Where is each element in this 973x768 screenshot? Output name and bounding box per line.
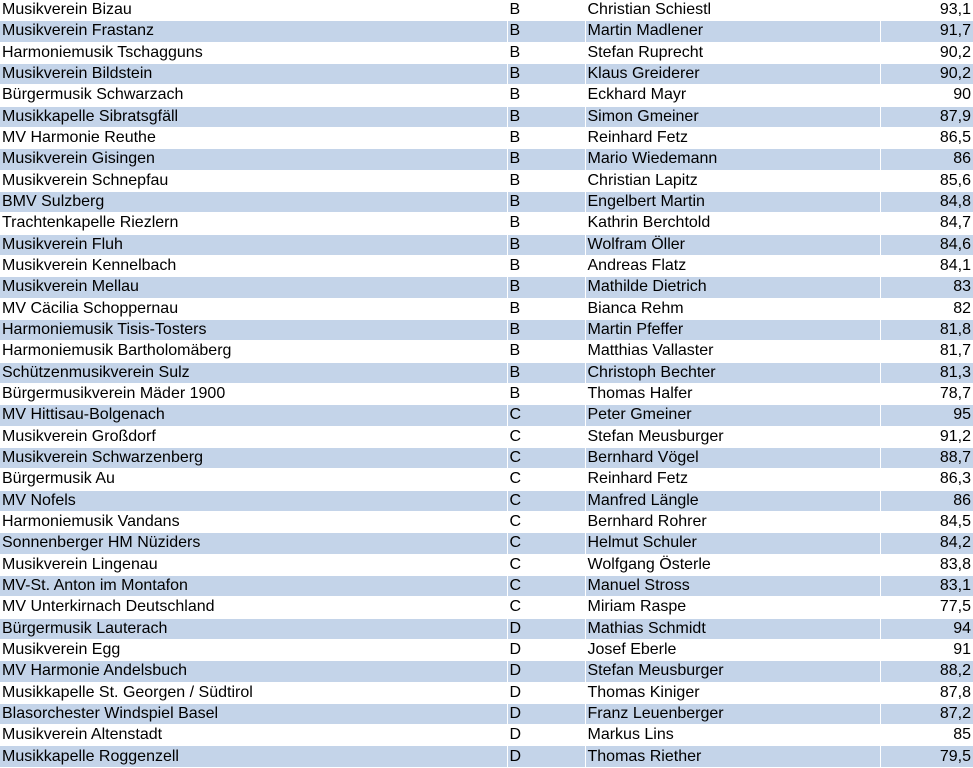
score-cell: 95 [880, 405, 973, 426]
conductor-cell: Peter Gmeiner [585, 405, 880, 426]
table-row [0, 298, 973, 319]
category-cell: B [507, 127, 585, 148]
score-cell: 90 [880, 85, 973, 106]
score-cell: 93,1 [880, 0, 973, 21]
conductor-cell: Martin Pfeffer [585, 319, 880, 340]
conductor-cell: Engelbert Martin [585, 191, 880, 212]
score-cell: 84,7 [880, 213, 973, 234]
table-row [0, 469, 973, 490]
conductor-cell: Wolfram Öller [585, 234, 880, 255]
band-name-cell: Trachtenkapelle Riezlern [0, 213, 507, 234]
band-name-cell: Sonnenberger HM Nüziders [0, 533, 507, 554]
score-cell: 84,5 [880, 511, 973, 532]
conductor-cell: Reinhard Fetz [585, 469, 880, 490]
score-cell: 91 [880, 639, 973, 660]
category-cell: B [507, 149, 585, 170]
category-cell: C [507, 554, 585, 575]
score-cell: 87,8 [880, 682, 973, 703]
band-name-cell: Musikkapelle Roggenzell [0, 746, 507, 767]
conductor-cell: Mario Wiedemann [585, 149, 880, 170]
table-row [0, 511, 973, 532]
table-row [0, 170, 973, 191]
category-cell: D [507, 661, 585, 682]
category-cell: C [507, 426, 585, 447]
score-cell: 87,2 [880, 703, 973, 724]
table-row [0, 362, 973, 383]
conductor-cell: Reinhard Fetz [585, 127, 880, 148]
table-row [0, 554, 973, 575]
band-name-cell: Blasorchester Windspiel Basel [0, 703, 507, 724]
score-cell: 84,8 [880, 191, 973, 212]
band-name-cell: Harmoniemusik Vandans [0, 511, 507, 532]
category-cell: D [507, 703, 585, 724]
score-cell: 90,2 [880, 63, 973, 84]
category-cell: C [507, 405, 585, 426]
conductor-cell: Bernhard Rohrer [585, 511, 880, 532]
band-name-cell: Bürgermusik Lauterach [0, 618, 507, 639]
category-cell: B [507, 277, 585, 298]
category-cell: B [507, 21, 585, 42]
score-cell: 81,8 [880, 319, 973, 340]
table-row [0, 383, 973, 404]
band-name-cell: Harmoniemusik Tisis-Tosters [0, 319, 507, 340]
conductor-cell: Stefan Meusburger [585, 426, 880, 447]
category-cell: D [507, 618, 585, 639]
band-name-cell: Harmoniemusik Bartholomäberg [0, 341, 507, 362]
table-row [0, 405, 973, 426]
category-cell: B [507, 383, 585, 404]
band-name-cell: Harmoniemusik Tschagguns [0, 42, 507, 63]
band-name-cell: Musikverein Mellau [0, 277, 507, 298]
category-cell: D [507, 746, 585, 767]
score-cell: 88,7 [880, 447, 973, 468]
conductor-cell: Bernhard Vögel [585, 447, 880, 468]
score-cell: 85,6 [880, 170, 973, 191]
table-row [0, 63, 973, 84]
conductor-cell: Christian Lapitz [585, 170, 880, 191]
category-cell: B [507, 341, 585, 362]
table-row [0, 42, 973, 63]
category-cell: B [507, 298, 585, 319]
category-cell: C [507, 575, 585, 596]
category-cell: C [507, 533, 585, 554]
band-name-cell: MV Nofels [0, 490, 507, 511]
table-row [0, 597, 973, 618]
category-cell: D [507, 639, 585, 660]
band-name-cell: MV-St. Anton im Montafon [0, 575, 507, 596]
conductor-cell: Thomas Halfer [585, 383, 880, 404]
conductor-cell: Wolfgang Österle [585, 554, 880, 575]
score-cell: 79,5 [880, 746, 973, 767]
conductor-cell: Stefan Meusburger [585, 661, 880, 682]
category-cell: D [507, 725, 585, 746]
table-row [0, 127, 973, 148]
category-cell: D [507, 682, 585, 703]
category-cell: B [507, 170, 585, 191]
score-cell: 78,7 [880, 383, 973, 404]
category-cell: B [507, 85, 585, 106]
score-cell: 84,6 [880, 234, 973, 255]
table-row [0, 682, 973, 703]
table-row [0, 277, 973, 298]
band-name-cell: Musikverein Lingenau [0, 554, 507, 575]
conductor-cell: Simon Gmeiner [585, 106, 880, 127]
category-cell: B [507, 319, 585, 340]
table-row [0, 575, 973, 596]
score-cell: 87,9 [880, 106, 973, 127]
conductor-cell: Martin Madlener [585, 21, 880, 42]
category-cell: B [507, 191, 585, 212]
band-name-cell: MV Unterkirnach Deutschland [0, 597, 507, 618]
category-cell: C [507, 490, 585, 511]
conductor-cell: Josef Eberle [585, 639, 880, 660]
score-cell: 84,2 [880, 533, 973, 554]
conductor-cell: Andreas Flatz [585, 255, 880, 276]
conductor-cell: Manuel Stross [585, 575, 880, 596]
conductor-cell: Eckhard Mayr [585, 85, 880, 106]
conductor-cell: Manfred Längle [585, 490, 880, 511]
table-row [0, 746, 973, 767]
band-name-cell: Musikverein Frastanz [0, 21, 507, 42]
conductor-cell: Markus Lins [585, 725, 880, 746]
table-row [0, 149, 973, 170]
conductor-cell: Christian Schiestl [585, 0, 880, 21]
band-name-cell: MV Hittisau-Bolgenach [0, 405, 507, 426]
band-name-cell: Bürgermusikverein Mäder 1900 [0, 383, 507, 404]
table-row [0, 213, 973, 234]
conductor-cell: Kathrin Berchtold [585, 213, 880, 234]
category-cell: C [507, 447, 585, 468]
score-cell: 90,2 [880, 42, 973, 63]
band-name-cell: Musikverein Altenstadt [0, 725, 507, 746]
table-row [0, 533, 973, 554]
band-name-cell: Musikverein Bildstein [0, 63, 507, 84]
conductor-cell: Thomas Riether [585, 746, 880, 767]
category-cell: B [507, 362, 585, 383]
category-cell: B [507, 213, 585, 234]
category-cell: C [507, 469, 585, 490]
table-row [0, 618, 973, 639]
table-row [0, 426, 973, 447]
conductor-cell: Matthias Vallaster [585, 341, 880, 362]
category-cell: B [507, 0, 585, 21]
score-cell: 81,7 [880, 341, 973, 362]
conductor-cell: Thomas Kiniger [585, 682, 880, 703]
band-name-cell: MV Harmonie Reuthe [0, 127, 507, 148]
conductor-cell: Bianca Rehm [585, 298, 880, 319]
score-cell: 88,2 [880, 661, 973, 682]
score-cell: 91,2 [880, 426, 973, 447]
conductor-cell: Mathias Schmidt [585, 618, 880, 639]
score-cell: 86 [880, 490, 973, 511]
band-name-cell: Musikkapelle Sibratsgfäll [0, 106, 507, 127]
table-row [0, 85, 973, 106]
score-cell: 86 [880, 149, 973, 170]
table-row [0, 255, 973, 276]
table-row [0, 661, 973, 682]
band-name-cell: Musikverein Schwarzenberg [0, 447, 507, 468]
score-cell: 91,7 [880, 21, 973, 42]
band-name-cell: Musikverein Großdorf [0, 426, 507, 447]
band-name-cell: Bürgermusik Schwarzach [0, 85, 507, 106]
conductor-cell: Franz Leuenberger [585, 703, 880, 724]
score-cell: 77,5 [880, 597, 973, 618]
band-name-cell: MV Harmonie Andelsbuch [0, 661, 507, 682]
score-cell: 83,1 [880, 575, 973, 596]
score-cell: 82 [880, 298, 973, 319]
score-cell: 84,1 [880, 255, 973, 276]
score-cell: 85 [880, 725, 973, 746]
table-row [0, 0, 973, 21]
conductor-cell: Miriam Raspe [585, 597, 880, 618]
score-cell: 86,3 [880, 469, 973, 490]
conductor-cell: Klaus Greiderer [585, 63, 880, 84]
score-cell: 86,5 [880, 127, 973, 148]
table-row [0, 447, 973, 468]
category-cell: B [507, 255, 585, 276]
table-row [0, 639, 973, 660]
category-cell: B [507, 42, 585, 63]
band-name-cell: Musikverein Kennelbach [0, 255, 507, 276]
table-row [0, 319, 973, 340]
table-row [0, 191, 973, 212]
band-name-cell: Bürgermusik Au [0, 469, 507, 490]
category-cell: B [507, 234, 585, 255]
table-row [0, 21, 973, 42]
score-cell: 81,3 [880, 362, 973, 383]
band-name-cell: Musikverein Schnepfau [0, 170, 507, 191]
score-cell: 83 [880, 277, 973, 298]
band-name-cell: MV Cäcilia Schoppernau [0, 298, 507, 319]
table-row [0, 490, 973, 511]
conductor-cell: Christoph Bechter [585, 362, 880, 383]
conductor-cell: Stefan Ruprecht [585, 42, 880, 63]
band-name-cell: Musikverein Egg [0, 639, 507, 660]
band-name-cell: BMV Sulzberg [0, 191, 507, 212]
category-cell: B [507, 106, 585, 127]
score-cell: 83,8 [880, 554, 973, 575]
category-cell: B [507, 63, 585, 84]
band-name-cell: Schützenmusikverein Sulz [0, 362, 507, 383]
table-row [0, 234, 973, 255]
band-name-cell: Musikverein Gisingen [0, 149, 507, 170]
band-name-cell: Musikverein Fluh [0, 234, 507, 255]
score-cell: 94 [880, 618, 973, 639]
band-name-cell: Musikverein Bizau [0, 0, 507, 21]
category-cell: C [507, 511, 585, 532]
conductor-cell: Mathilde Dietrich [585, 277, 880, 298]
band-name-cell: Musikkapelle St. Georgen / Südtirol [0, 682, 507, 703]
table-row [0, 703, 973, 724]
category-cell: C [507, 597, 585, 618]
table-row [0, 106, 973, 127]
conductor-cell: Helmut Schuler [585, 533, 880, 554]
table-row [0, 725, 973, 746]
table-row [0, 341, 973, 362]
